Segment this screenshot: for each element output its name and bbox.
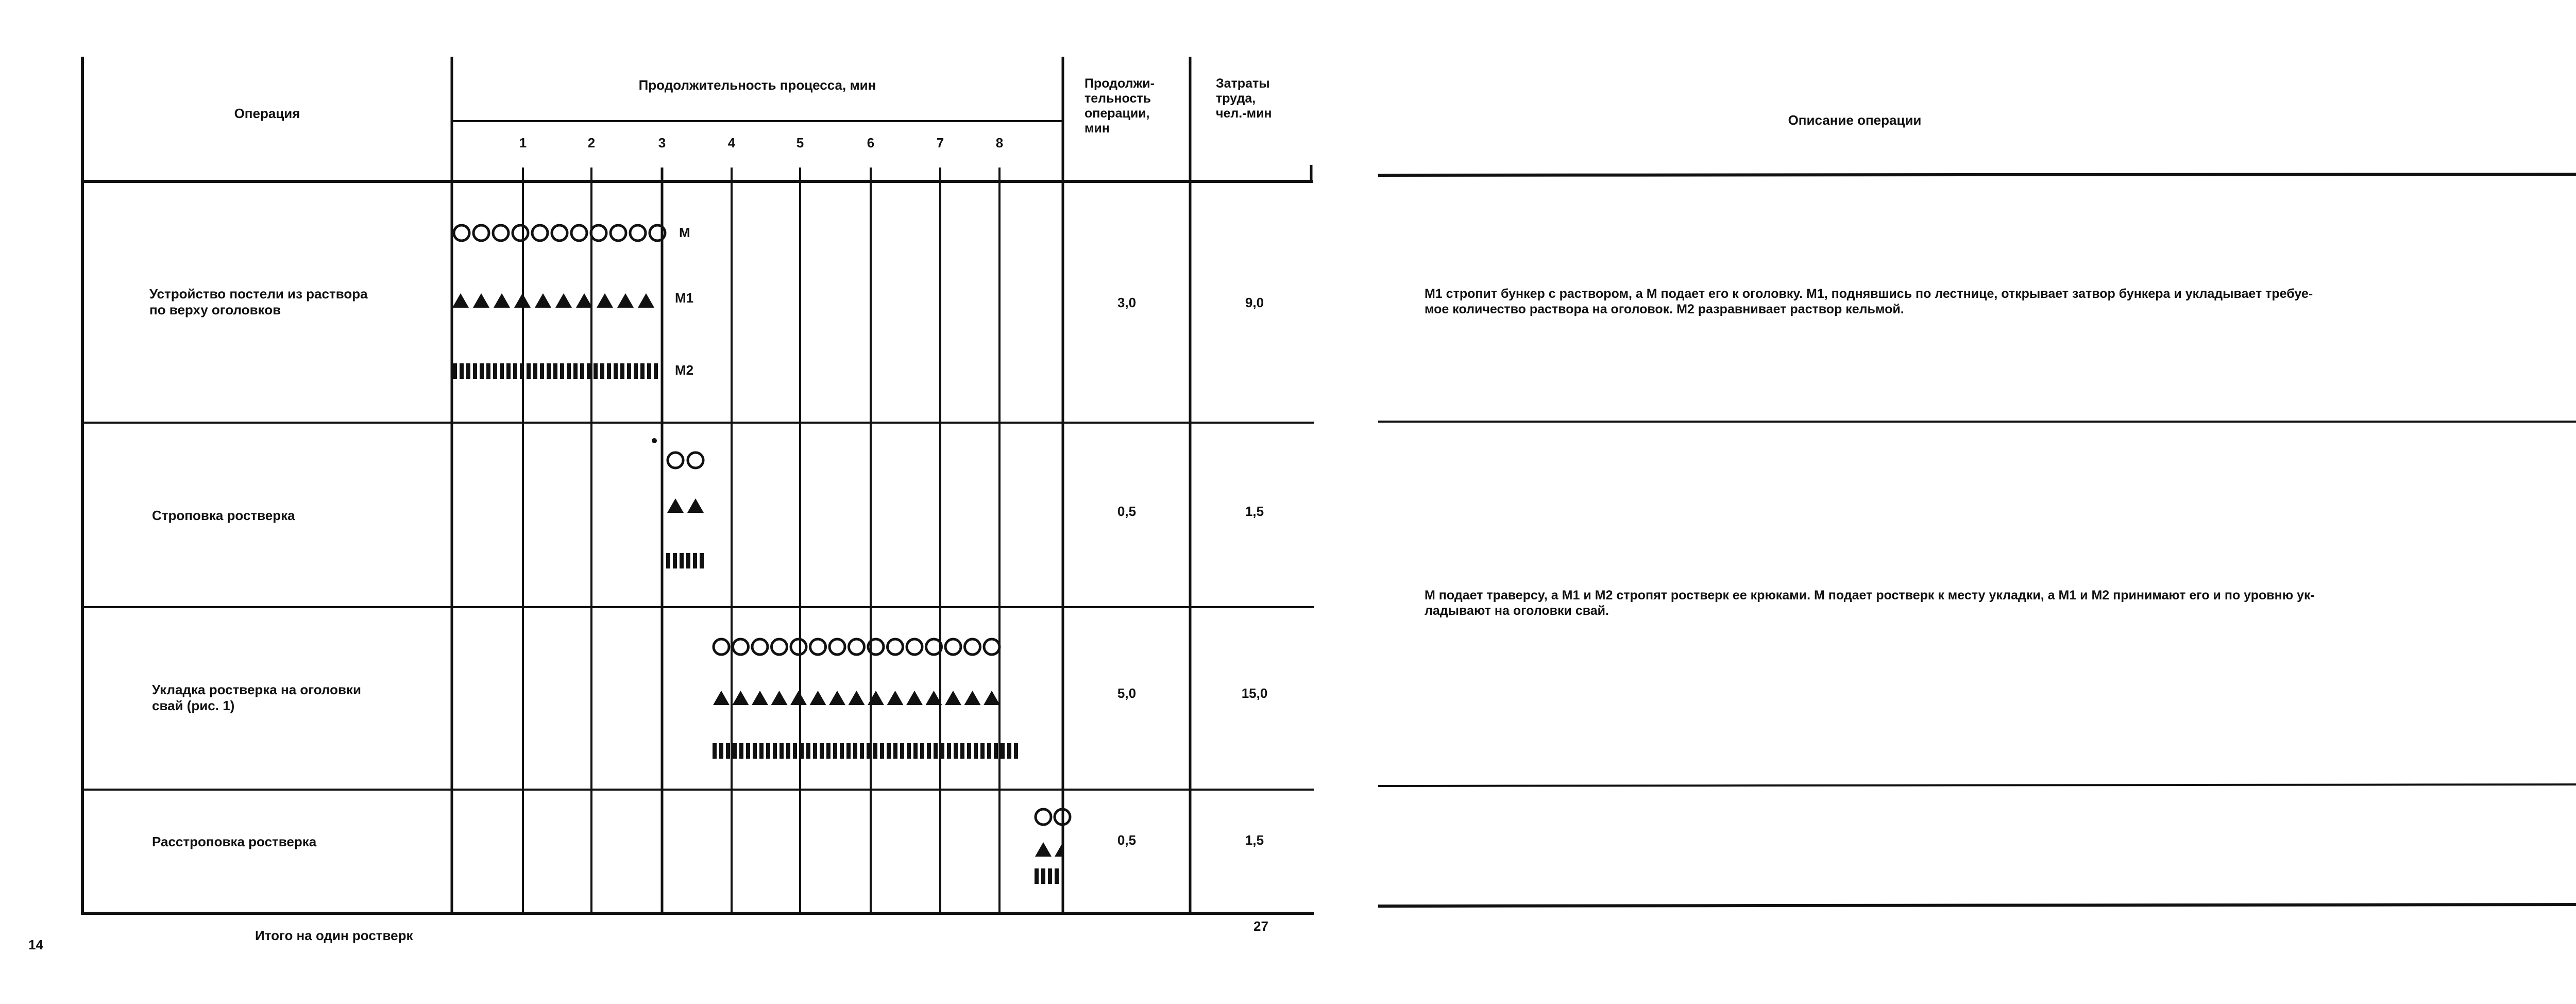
operation-description: М подает траверсу, а М1 и М2 стропят ростверк ее крюками. М подает ростверк к месту укладки, а М1 и М2 принимают его и по уровню ук- ладывают на оголовки свай. [1425, 588, 2315, 618]
header-operation: Операция [234, 106, 300, 121]
row3-bar [766, 743, 770, 759]
row4-symbols [1035, 809, 1070, 884]
header-duration-op: Продолжи- тельность операции, мин [1084, 76, 1155, 136]
row3-bar [927, 743, 931, 759]
row3-bar [800, 743, 804, 759]
worker-label: М2 [675, 362, 694, 378]
row3-bar [820, 743, 824, 759]
row3-bar [940, 743, 944, 759]
row3-bar [733, 743, 737, 759]
row3-bar [980, 743, 985, 759]
row3-bar [934, 743, 938, 759]
row1-triangles-М1 [452, 293, 654, 308]
operation-name: Расстроповка ростверка [152, 834, 317, 849]
labor-value: 9,0 [1245, 295, 1264, 310]
worker-label: М1 [675, 290, 694, 306]
operation-name: Укладка ростверка на оголовки свай (рис. 1) [152, 682, 362, 713]
row3-bar [846, 743, 851, 759]
labor-value: 15,0 [1241, 685, 1268, 701]
row3-triangle [810, 691, 826, 705]
row3-triangle [752, 691, 768, 705]
operation-name: Устройство постели из раствора по верху оголовков [149, 286, 368, 317]
row3-bar [786, 743, 790, 759]
row3-circle [984, 639, 999, 655]
row3-bar [793, 743, 797, 759]
duration-value: 0,5 [1117, 832, 1137, 848]
header-description: Описание операции [1788, 112, 1922, 128]
row3-circle [888, 639, 903, 655]
row3-bar [987, 743, 991, 759]
row3-bar [840, 743, 844, 759]
row3-triangle [733, 691, 749, 705]
row3-circles [714, 639, 999, 655]
row3-bar [954, 743, 958, 759]
row3-bar [947, 743, 951, 759]
row3-circle [714, 639, 729, 655]
row3-bar [759, 743, 764, 759]
page-number-left: 14 [28, 937, 43, 952]
row3-bar [920, 743, 924, 759]
row3-circle [849, 639, 865, 655]
row3-bar [867, 743, 871, 759]
row3-triangles [713, 691, 1000, 705]
row3-triangle [906, 691, 923, 705]
operation-name: Строповка ростверка [152, 508, 295, 523]
row3-bar [887, 743, 891, 759]
row3-triangle [945, 691, 961, 705]
row3-bar [826, 743, 831, 759]
row3-bar [880, 743, 884, 759]
row3-triangle [964, 691, 981, 705]
row3-bar [746, 743, 750, 759]
row3-triangle [984, 691, 1000, 705]
operation-description: М1 стропит бункер с раствором, а М подает его к оголовку. М1, поднявшись по лестнице, открывает затвор бункера и укладывает требуе- мое количество раствора на оголовок. М2 разравнивает раствор кельмой. [1425, 287, 2313, 316]
row3-bar [753, 743, 757, 759]
row3-triangle [771, 691, 788, 705]
row3-bar [713, 743, 717, 759]
row3-triangle [713, 691, 730, 705]
row3-bar [813, 743, 817, 759]
row2-circles [668, 453, 703, 468]
row3-bar [960, 743, 964, 759]
total-value: 27 [1253, 918, 1268, 934]
row3-bar [967, 743, 971, 759]
row3-bar [907, 743, 911, 759]
labor-value: 1,5 [1245, 832, 1264, 848]
row3-bar [893, 743, 897, 759]
row3-bar [994, 743, 998, 759]
header-labor: Затраты труда, чел.-мин [1216, 76, 1272, 121]
row3-circle [752, 639, 768, 655]
row3-bar [1007, 743, 1011, 759]
row2-triangles [667, 498, 704, 513]
row3-triangle [790, 691, 807, 705]
minute-label: 1 [519, 135, 527, 150]
labor-value: 1,5 [1245, 504, 1264, 519]
row3-triangle [849, 691, 865, 705]
minute-label: 7 [936, 135, 944, 150]
row3-circle [810, 639, 826, 655]
duration-value: 0,5 [1117, 504, 1137, 519]
row3-bar [773, 743, 777, 759]
row3-bar [853, 743, 857, 759]
row3-bar [719, 743, 723, 759]
minute-label: 2 [587, 135, 596, 150]
row3-bar [873, 743, 877, 759]
row3-circle [965, 639, 980, 655]
minute-label: 6 [867, 135, 875, 150]
row3-bar [900, 743, 904, 759]
row3-bar [739, 743, 743, 759]
row3-circle [907, 639, 922, 655]
minute-label: 5 [796, 135, 804, 150]
minute-label: 3 [658, 135, 666, 150]
row3-triangle [829, 691, 845, 705]
row1-circles-М [454, 225, 665, 241]
duration-value: 5,0 [1117, 685, 1137, 701]
row3-circle [945, 639, 961, 655]
row3-bar [726, 743, 730, 759]
row3-bar [779, 743, 784, 759]
row2-bars [666, 553, 704, 568]
row3-bar [974, 743, 978, 759]
row3-circle [791, 639, 806, 655]
minute-label: 4 [727, 135, 736, 150]
header-duration-process: Продолжительность процесса, мин [638, 77, 876, 93]
duration-value: 3,0 [1117, 295, 1137, 310]
row3-circle [772, 639, 787, 655]
total-label: Итого на один ростверк [255, 928, 413, 943]
row3-bar [860, 743, 864, 759]
row3-bar [913, 743, 918, 759]
minute-label: 8 [995, 135, 1004, 150]
row3-bar [1001, 743, 1005, 759]
worker-label: М [679, 225, 690, 240]
row3-bar [1014, 743, 1018, 759]
row3-bars [713, 743, 1018, 759]
row3-circle [829, 639, 845, 655]
row3-bar [806, 743, 810, 759]
row3-circle [733, 639, 749, 655]
row3-triangle [887, 691, 904, 705]
row3-bar [833, 743, 837, 759]
row1-bars-М2 [453, 363, 658, 379]
